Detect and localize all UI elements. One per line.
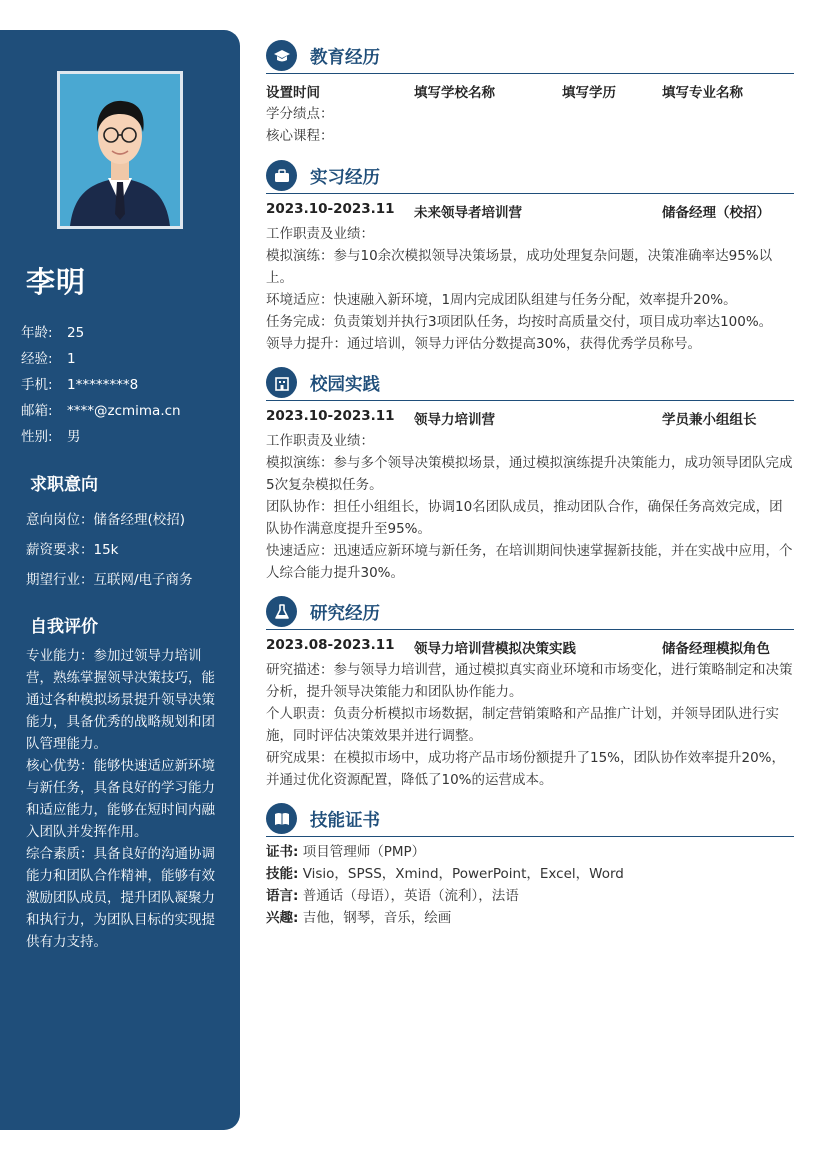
section-title: 研究经历 xyxy=(310,604,380,624)
book-icon xyxy=(266,803,297,834)
detail-line: 个人职责：负责分析模拟市场数据，制定营销策略和产品推广计划，并领导团队进行实施，同时评估决策效果并进行调整。 xyxy=(266,706,779,744)
briefcase-icon xyxy=(266,160,297,191)
sidebar xyxy=(0,30,240,1130)
building-icon xyxy=(266,367,297,398)
education-major: 填写专业名称 xyxy=(662,85,743,101)
detail-line: 研究成果：在模拟市场中，成功将产品市场份额提升了15%，团队协作效率提升20%，并通过优化资源配置，降低了10%的运营成本。 xyxy=(266,750,786,788)
research-role: 储备经理模拟角色 xyxy=(662,641,770,657)
detail-line: 模拟演练：参与10余次模拟领导决策场景，成功处理复杂问题，决策准确率达95%以上。 xyxy=(266,248,773,286)
basic-info xyxy=(21,320,181,450)
section-header xyxy=(266,40,794,74)
section-title: 实习经历 xyxy=(310,168,380,188)
research-row xyxy=(266,637,794,659)
research-details xyxy=(266,659,794,791)
campus-role: 学员兼小组组长 xyxy=(662,412,757,428)
person-portrait-icon xyxy=(60,74,180,226)
campus-org: 领导力培训营 xyxy=(414,412,495,428)
education-details xyxy=(266,103,794,147)
internship-time: 2023.10-2023.11 xyxy=(266,201,395,217)
campus-details xyxy=(266,430,794,584)
flask-icon xyxy=(266,596,297,627)
skill-certificate: 证书: 项目管理师（PMP） xyxy=(266,844,426,860)
info-gender: 性别: 男 xyxy=(21,429,81,445)
graduation-cap-icon xyxy=(266,40,297,71)
section-title: 校园实践 xyxy=(310,375,380,395)
info-experience: 经验: 1 xyxy=(21,351,76,367)
self-eval-title: 自我评价 xyxy=(30,617,98,637)
research-section xyxy=(266,596,794,791)
campus-section xyxy=(266,367,794,584)
intent-industry: 期望行业：互联网/电子商务 xyxy=(26,572,193,588)
detail-line: 研究描述：参与领导力培训营，通过模拟真实商业环境和市场变化，进行策略制定和决策分析，提升领导决策能力和团队协作能力。 xyxy=(266,662,793,700)
detail-line: 工作职责及业绩： xyxy=(266,433,374,449)
campus-row xyxy=(266,408,794,430)
detail-line: 任务完成：负责策划并执行3项团队任务，均按时高质量交付，项目成功率达100%。 xyxy=(266,314,773,330)
skills-section xyxy=(266,803,794,929)
internship-role: 储备经理（校招） xyxy=(662,205,770,221)
detail-line: 模拟演练：参与多个领导决策模拟场景，通过模拟演练提升决策能力，成功领导团队完成5次复杂模拟任务。 xyxy=(266,455,793,493)
education-school: 填写学校名称 xyxy=(414,85,495,101)
skills-list xyxy=(266,841,794,929)
internship-section xyxy=(266,160,794,355)
section-header xyxy=(266,596,794,630)
self-eval-paragraph: 综合素质：具备良好的沟通协调能力和团队合作精神，能够有效激励团队成员，提升团队凝聚力和执行力，为团队目标的实现提供有力支持。 xyxy=(26,846,215,950)
internship-details xyxy=(266,223,794,355)
info-phone: 手机: 1********8 xyxy=(21,377,139,393)
education-courses: 核心课程： xyxy=(266,128,334,144)
section-header xyxy=(266,803,794,837)
intent-salary: 薪资要求：15k xyxy=(26,542,119,558)
detail-line: 团队协作：担任小组组长，协调10名团队成员，推动团队合作，确保任务高效完成，团队协作满意度提升至95%。 xyxy=(266,499,783,537)
info-email: 邮箱: ****@zcmima.cn xyxy=(21,403,181,419)
internship-row xyxy=(266,201,794,223)
education-section xyxy=(266,40,794,147)
detail-line: 快速适应：迅速适应新环境与新任务，在培训期间快速掌握新技能，并在实战中应用，个人综合能力提升30%。 xyxy=(266,543,793,581)
education-gpa: 学分绩点： xyxy=(266,106,334,122)
section-header xyxy=(266,160,794,194)
internship-org: 未来领导者培训营 xyxy=(414,205,522,221)
profile-photo xyxy=(57,71,183,229)
campus-time: 2023.10-2023.11 xyxy=(266,408,395,424)
intent-title: 求职意向 xyxy=(30,475,98,495)
skill-interests: 兴趣: 吉他，钢琴，音乐，绘画 xyxy=(266,910,452,926)
self-eval-paragraph: 专业能力：参加过领导力培训营，熟练掌握领导决策技巧，能通过各种模拟场景提升领导决策能力，具备优秀的战略规划和团队管理能力。 xyxy=(26,648,215,752)
education-degree: 填写学历 xyxy=(562,85,616,101)
intent-position: 意向岗位：储备经理(校招) xyxy=(26,512,186,528)
section-title: 教育经历 xyxy=(310,48,380,68)
self-eval-text xyxy=(26,645,216,953)
section-header xyxy=(266,367,794,401)
avatar xyxy=(60,74,180,226)
section-title: 技能证书 xyxy=(310,811,380,831)
research-time: 2023.08-2023.11 xyxy=(266,637,395,653)
research-project: 领导力培训营模拟决策实践 xyxy=(414,641,576,657)
detail-line: 环境适应：快速融入新环境，1周内完成团队组建与任务分配，效率提升20%。 xyxy=(266,292,737,308)
info-age: 年龄: 25 xyxy=(21,325,85,341)
detail-line: 工作职责及业绩： xyxy=(266,226,374,242)
education-row xyxy=(266,81,794,103)
education-time: 设置时间 xyxy=(266,85,320,101)
candidate-name: 李明 xyxy=(26,265,87,299)
detail-line: 领导力提升：通过培训，领导力评估分数提高30%，获得优秀学员称号。 xyxy=(266,336,702,352)
self-eval-paragraph: 核心优势：能够快速适应新环境与新任务，具备良好的学习能力和适应能力，能够在短时间内融入团队并发挥作用。 xyxy=(26,758,215,840)
intent-list xyxy=(26,505,193,595)
skill-languages: 语言: 普通话（母语），英语（流利），法语 xyxy=(266,888,519,904)
skill-tools: 技能: Visio，SPSS，Xmind，PowerPoint，Excel，Word xyxy=(266,866,624,882)
